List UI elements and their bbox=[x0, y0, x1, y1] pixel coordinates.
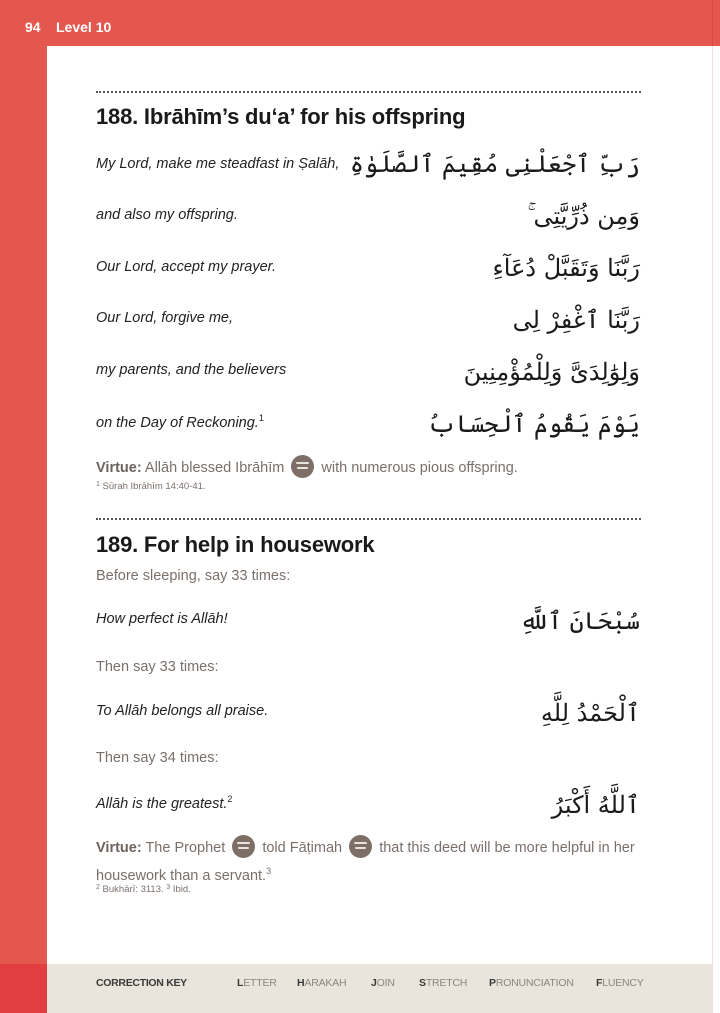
footnote-text: Sūrah Ibrāhīm 14:40-41. bbox=[102, 481, 206, 492]
translation-line: How perfect is Allāh! bbox=[96, 611, 228, 627]
translation-line: Our Lord, forgive me, bbox=[96, 310, 233, 326]
arabic-line: وَلِوَٰلِدَىَّ وَلِلْمُؤْمِنِينَ bbox=[463, 358, 640, 386]
correction-key-title: CORRECTION KEY bbox=[96, 977, 187, 989]
section-title: 189. For help in housework bbox=[96, 532, 375, 557]
arabic-line: رَبَّنَا ٱغْفِرْ لِى bbox=[512, 306, 640, 334]
arabic-line: ٱلْحَمْدُ لِلَّهِ bbox=[540, 699, 640, 727]
key-initial: H bbox=[297, 977, 305, 989]
footnote-mark: 1 bbox=[96, 481, 100, 488]
instruction-text: Then say 34 times: bbox=[96, 750, 219, 766]
key-fluency bbox=[596, 977, 644, 989]
key-initial: L bbox=[237, 977, 244, 989]
key-rest: RONUNCIATION bbox=[495, 977, 574, 989]
level-label: Level 10 bbox=[56, 19, 112, 35]
arabic-line: يَوْمَ يَقُومُ ٱلْحِسَابُ bbox=[427, 410, 640, 438]
alayhis-salam-icon bbox=[291, 455, 314, 478]
arabic-line: رَبَّنَا وَتَقَبَّلْ دُعَآءِ bbox=[492, 254, 640, 282]
key-initial: S bbox=[419, 977, 426, 989]
footnote-ref[interactable]: 3 bbox=[266, 866, 272, 876]
instruction-text: Before sleeping, say 33 times: bbox=[96, 568, 291, 584]
translation-line: To Allāh belongs all praise. bbox=[96, 703, 269, 719]
section-divider bbox=[96, 91, 641, 93]
instruction-text: Then say 33 times: bbox=[96, 659, 219, 675]
side-band-footer bbox=[0, 964, 47, 1013]
key-initial: J bbox=[371, 977, 377, 989]
section-title: 188. Ibrāhīm’s du‘a’ for his offspring bbox=[96, 104, 466, 129]
key-initial: F bbox=[596, 977, 603, 989]
key-letter bbox=[237, 977, 277, 989]
footnote bbox=[96, 481, 206, 492]
virtue-label: Virtue: bbox=[96, 840, 142, 856]
key-rest: LUENCY bbox=[602, 977, 644, 989]
arabic-line: وَمِن ذُرِّيَّتِى ۚ bbox=[527, 202, 640, 230]
page-edge-top bbox=[712, 0, 720, 46]
key-initial: P bbox=[489, 977, 496, 989]
translation-line: my parents, and the believers bbox=[96, 362, 287, 378]
translation-text: on the Day of Reckoning. bbox=[96, 415, 259, 431]
translation-text: Allāh is the greatest. bbox=[96, 796, 228, 812]
translation-line bbox=[96, 794, 232, 812]
key-stretch bbox=[419, 977, 467, 989]
page-edge bbox=[712, 0, 720, 1013]
footnote-mark: 3 bbox=[166, 884, 171, 891]
virtue-text: The Prophet bbox=[145, 840, 226, 856]
virtue-note bbox=[96, 455, 641, 480]
virtue-text: told Fāṭimah bbox=[262, 840, 343, 856]
key-pronunciation bbox=[489, 977, 574, 989]
translation-line: and also my offspring. bbox=[96, 207, 238, 223]
footnote-text: Ibid. bbox=[172, 884, 191, 895]
footnote-ref[interactable]: 1 bbox=[258, 413, 264, 423]
key-rest: ETTER bbox=[243, 977, 277, 989]
translation-line: Our Lord, accept my prayer. bbox=[96, 259, 276, 275]
salallahu-alayhi-wasallam-icon bbox=[232, 835, 255, 858]
virtue-text: that this deed will be more helpful in her housework than a servant. bbox=[96, 840, 635, 884]
virtue-text: with numerous pious offspring. bbox=[321, 460, 518, 476]
arabic-line: سُبْحَانَ ٱللَّهِ bbox=[519, 607, 640, 635]
footnote-ref[interactable]: 2 bbox=[227, 794, 233, 804]
virtue-note bbox=[96, 835, 641, 888]
translation-line bbox=[96, 413, 264, 431]
key-rest: ARAKAH bbox=[304, 977, 347, 989]
arabic-line: ٱللَّهُ أَكْبَرُ bbox=[551, 791, 640, 819]
radiallahu-anha-icon bbox=[349, 835, 372, 858]
key-rest: TRETCH bbox=[425, 977, 468, 989]
section-divider bbox=[96, 518, 641, 520]
arabic-line: رَبِّ ٱجْعَلْنِى مُقِيمَ ٱلصَّلَوٰةِ bbox=[349, 150, 640, 178]
virtue-label: Virtue: bbox=[96, 460, 142, 476]
translation-line: My Lord, make me steadfast in Ṣalāh, bbox=[96, 156, 340, 172]
virtue-text: Allāh blessed Ibrāhīm bbox=[144, 460, 285, 476]
key-harakah bbox=[297, 977, 346, 989]
key-join bbox=[371, 977, 395, 989]
footnote-mark: 2 bbox=[96, 884, 100, 891]
side-band bbox=[0, 0, 47, 1013]
key-rest: OIN bbox=[376, 977, 395, 989]
footnote bbox=[96, 884, 191, 895]
page-number: 94 bbox=[25, 19, 41, 35]
footnote-text: Bukhārī: 3113. bbox=[102, 884, 164, 895]
